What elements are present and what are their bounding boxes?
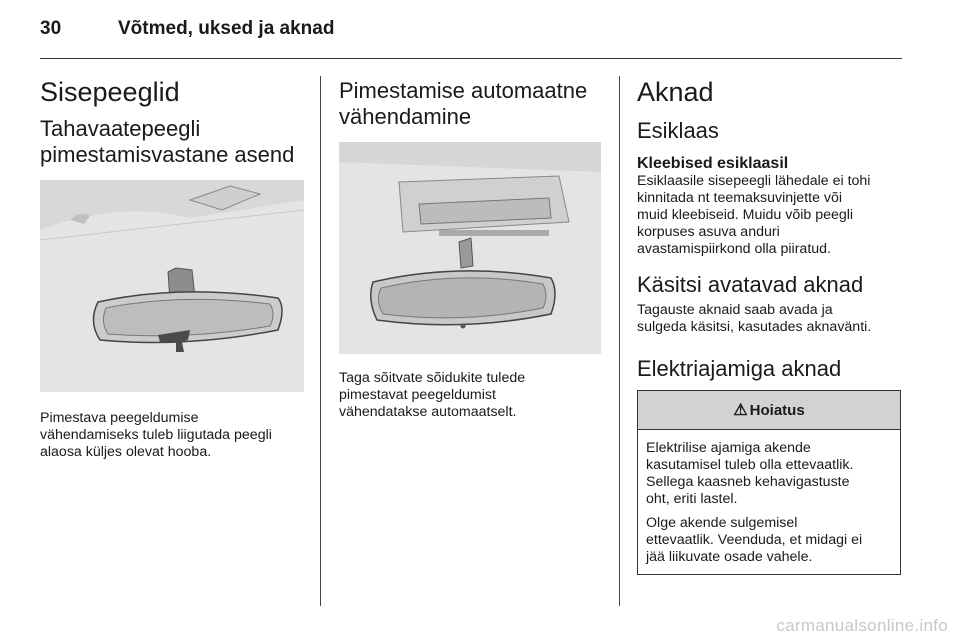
auto-dimming-mirror-illustration [339, 142, 601, 354]
stickers-line-2: kinnitada nt teemaksuvinjette või [637, 190, 843, 206]
chapter-title: Võtmed, uksed ja aknad [118, 18, 335, 39]
lever-text-line-2: vähendamiseks tuleb liigutada peegli [40, 427, 272, 443]
mirror-lever-drawing [40, 180, 304, 392]
stickers-heading: Kleebised esiklaasil [637, 155, 789, 172]
stickers-line-1: Esiklaasile sisepeegli lähedale ei tohi [637, 173, 871, 189]
warning-triangle-icon: ⚠ [733, 402, 748, 419]
lever-text-line-1: Pimestava peegeldumise [40, 410, 199, 426]
auto-dimming-text-line-3: vähendatakse automaatselt. [339, 404, 517, 420]
stickers-line-4: korpuses asuva anduri [637, 224, 780, 240]
warning-p1-line-4: oht, eriti lastel. [646, 491, 738, 507]
manual-mirror-illustration [40, 180, 304, 392]
power-windows-heading: Elektriajamiga aknad [637, 356, 842, 381]
auto-dimming-mirror-drawing [339, 142, 601, 354]
warning-p1-line-1: Elektrilise ajamiga akende [646, 440, 811, 456]
subtitle-line-1: Tahavaatepeegli [40, 116, 201, 141]
warning-header [638, 391, 900, 430]
stickers-line-5: avastamispiirkond olla piiratud. [637, 241, 831, 257]
subtitle-line-2: pimestamisvastane asend [40, 142, 295, 167]
warning-p1-line-2: kasutamisel tuleb olla ettevaatlik. [646, 457, 854, 473]
column-auto-dimming [339, 70, 601, 421]
warning-p2-line-1: Olge akende sulgemisel [646, 515, 798, 531]
column-mirrors [40, 70, 304, 461]
manual-windows-heading: Käsitsi avatavad aknad [637, 272, 864, 297]
column-divider-1 [320, 76, 321, 606]
page-header [40, 14, 910, 44]
footer-watermark: carmanualsonline.info [776, 616, 948, 635]
section-title-windows: Aknad [637, 77, 714, 107]
warning-p1-line-3: Sellega kaasneb kehavigastuste [646, 474, 850, 490]
lever-text-line-3: alaosa küljes olevat hooba. [40, 444, 212, 460]
section-title-mirrors: Sisepeeglid [40, 77, 180, 107]
warning-p2-line-2: ettevaatlik. Veenduda, et midagi ei [646, 532, 863, 548]
warning-p2-line-3: jää liikuvate osade vahele. [646, 549, 813, 565]
auto-dimming-text-line-1: Taga sõitvate sõidukite tulede [339, 370, 526, 386]
manual-windows-line-2: sulgeda käsitsi, kasutades aknavänti. [637, 319, 872, 335]
stickers-line-3: muid kleebiseid. Muidu võib peegli [637, 207, 854, 223]
windscreen-heading: Esiklaas [637, 118, 719, 143]
warning-box [637, 390, 901, 575]
column-divider-2 [619, 76, 620, 606]
auto-dimming-title-line-2: vähendamine [339, 104, 472, 129]
column-windows [637, 70, 905, 575]
header-rule [40, 58, 902, 59]
auto-dimming-text-line-2: pimestavat peegeldumist [339, 387, 496, 403]
page-number: 30 [40, 18, 62, 39]
warning-body [638, 430, 900, 574]
auto-dimming-title-line-1: Pimestamise automaatne [339, 78, 588, 103]
warning-label: Hoiatus [749, 401, 805, 419]
manual-windows-line-1: Tagauste aknaid saab avada ja [637, 302, 833, 318]
